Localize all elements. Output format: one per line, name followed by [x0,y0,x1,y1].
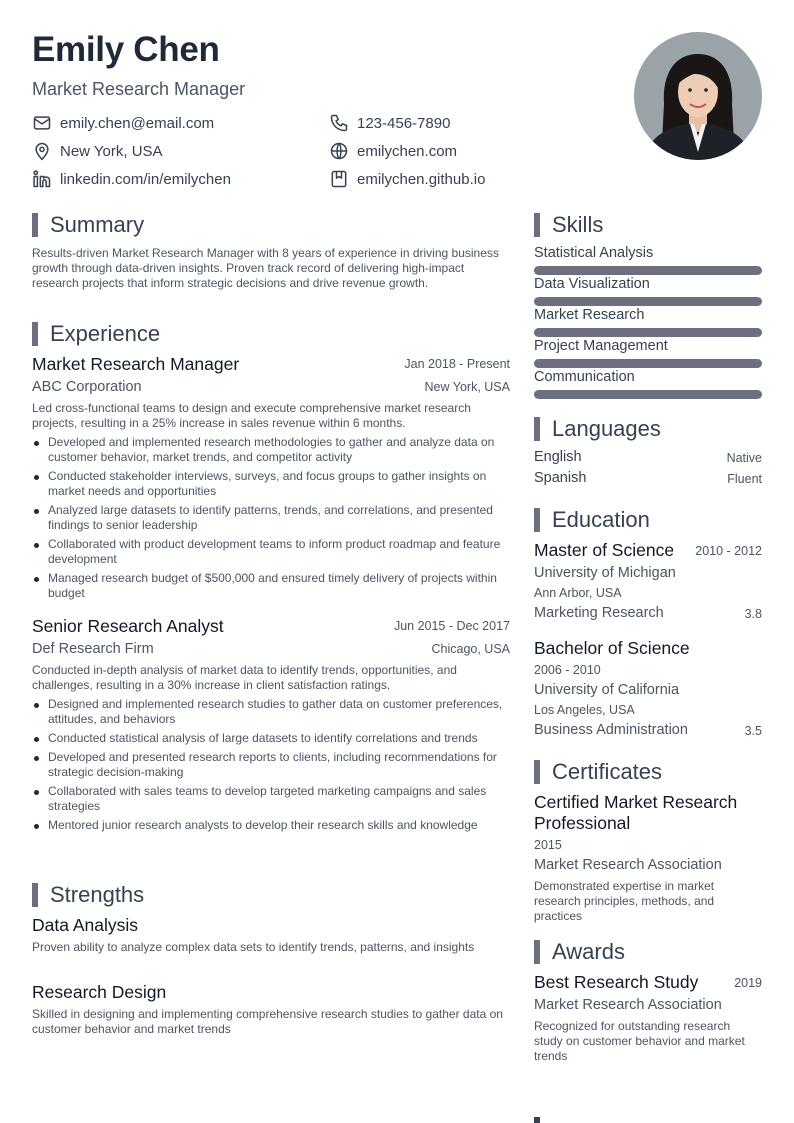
degree-dates: 2010 - 2012 [695,544,762,558]
certificates-heading-text: Certificates [552,759,663,784]
award-text: Recognized for outstanding research study on customer behavior and market trends [534,1019,745,1063]
list-item: Mentored junior research analysts to develop their research skills and knowledge [32,818,514,833]
school-name: University of California [534,682,680,698]
list-item: Developed and presented research reports to clients, including recommendations for strategic decision-making [32,750,514,780]
job-dates: Jan 2018 - Present [404,357,510,371]
section-marker [534,508,540,532]
email-text: emily.chen@email.com [60,114,215,132]
candidate-title: Market Research Manager [32,79,246,99]
award-title: Best Research Study [534,972,699,992]
school-name: University of Michigan [534,565,676,581]
certificates-heading [534,759,662,785]
certificate-title: Certified Market Research Professional [534,792,738,833]
contact-github[interactable] [329,169,485,189]
skill-label: Project Management [534,338,668,354]
degree-title: Bachelor of Science [534,638,690,658]
language-level: Native [726,451,762,465]
skills-heading [534,212,603,238]
education-heading [534,507,650,533]
strength-text: Skilled in designing and implementing comprehensive research studies to gather data on customer behavior and market trends [32,1007,503,1036]
school-location: Los Angeles, USA [534,703,635,717]
job-bullets [32,697,514,837]
award-year: 2019 [734,976,762,990]
skill-label: Market Research [534,307,645,323]
job-location: New York, USA [424,380,510,394]
education-heading-text: Education [552,507,650,532]
summary-heading [32,212,144,238]
awards-heading [534,939,625,965]
bookmark-icon [329,169,349,189]
strengths-heading-text: Strengths [50,882,145,907]
certificate-issuer: Market Research Association [534,857,722,873]
certificate-year: 2015 [534,838,562,852]
skill-label: Communication [534,369,635,385]
strength-text: Proven ability to analyze complex data sets to identify trends, patterns, and insights [32,940,475,954]
field-of-study: Marketing Research [534,605,664,621]
section-marker [32,322,38,346]
profile-photo [634,32,762,160]
summary-heading-text: Summary [50,212,145,237]
job-company: ABC Corporation [32,379,142,395]
list-item: Analyzed large datasets to identify patterns, trends, and correlations, and presented findings to senior leadership [32,503,514,533]
linkedin-icon [32,169,52,189]
language-level: Fluent [727,472,762,486]
linkedin-text: linkedin.com/in/emilychen [60,170,231,188]
skill-level-bar [534,266,762,275]
languages-heading [534,416,661,442]
phone-icon [329,113,349,133]
strength-title: Research Design [32,982,167,1002]
language-name: Spanish [534,470,587,486]
list-item: Collaborated with product development teams to inform product roadmap and feature development [32,537,514,567]
section-marker [534,940,540,964]
section-marker [534,760,540,784]
school-location: Ann Arbor, USA [534,586,622,600]
list-item: Collaborated with sales teams to develop targeted marketing campaigns and sales strategies [32,784,514,814]
list-item: Conducted stakeholder interviews, surveys, and focus groups to gather insights on market needs and opportunities [32,469,514,499]
section-marker [32,213,38,237]
job-summary: Conducted in-depth analysis of market data to identify trends, opportunities, and challenges, resulting in a 30% increase in client satisfaction ratings. [32,663,457,692]
skill-level-bar [534,390,762,399]
language-name: English [534,449,582,465]
job-summary: Led cross-functional teams to design and execute comprehensive market research projects, resulting in a 25% increase in sales revenue within 6 months. [32,401,471,430]
map-pin-icon [32,141,52,161]
candidate-name: Emily Chen [32,30,220,69]
skill-level-bar [534,359,762,368]
skill-level-bar [534,297,762,306]
contact-email[interactable] [32,113,214,133]
award-issuer: Market Research Association [534,997,722,1013]
gpa: 3.8 [744,607,762,621]
github-text: emilychen.github.io [357,170,486,188]
contact-phone[interactable] [329,113,450,133]
experience-heading-text: Experience [50,321,161,346]
skill-level-bar [534,328,762,337]
list-item: Conducted statistical analysis of large datasets to identify correlations and trends [32,731,514,746]
job-dates: Jun 2015 - Dec 2017 [393,619,510,633]
phone-text: 123-456-7890 [357,114,451,132]
languages-heading-text: Languages [552,416,661,441]
degree-dates: 2006 - 2010 [534,663,601,677]
section-marker [534,417,540,441]
summary-text: Results-driven Market Research Manager with 8 years of experience in driving business growth through data-driven insights. Proven track record of delivering high-impact research projects that inform strategic decisions and drive revenue growth. [32,246,499,290]
section-marker [534,213,540,237]
contact-linkedin[interactable] [32,169,231,189]
globe-icon [329,141,349,161]
section-marker [32,883,38,907]
list-item: Developed and implemented research methodologies to gather and analyze data on customer behavior, market trends, and competitor activity [32,435,514,465]
job-title: Senior Research Analyst [32,616,224,636]
location-text: New York, USA [60,142,163,160]
list-item: Managed research budget of $500,000 and ensured timely delivery of projects within budget [32,571,514,601]
job-title: Market Research Manager [32,354,240,374]
strength-title: Data Analysis [32,915,139,935]
degree-title: Master of Science [534,540,675,560]
skill-label: Statistical Analysis [534,245,654,261]
gpa: 3.5 [744,724,762,738]
strengths-heading [32,882,144,908]
contact-location [32,141,163,161]
skills-heading-text: Skills [552,212,604,237]
website-text: emilychen.com [357,142,458,160]
job-company: Def Research Firm [32,641,154,657]
awards-heading-text: Awards [552,939,625,964]
contact-website[interactable] [329,141,457,161]
skill-label: Data Visualization [534,276,650,292]
page-marker [534,1117,540,1123]
list-item: Designed and implemented research studies to gather data on customer preferences, attitudes, and behaviors [32,697,514,727]
job-bullets [32,435,514,605]
field-of-study: Business Administration [534,722,688,738]
certificate-text: Demonstrated expertise in market research principles, methods, and practices [534,879,715,923]
job-location: Chicago, USA [431,642,510,656]
mail-icon [32,113,52,133]
experience-heading [32,321,160,347]
